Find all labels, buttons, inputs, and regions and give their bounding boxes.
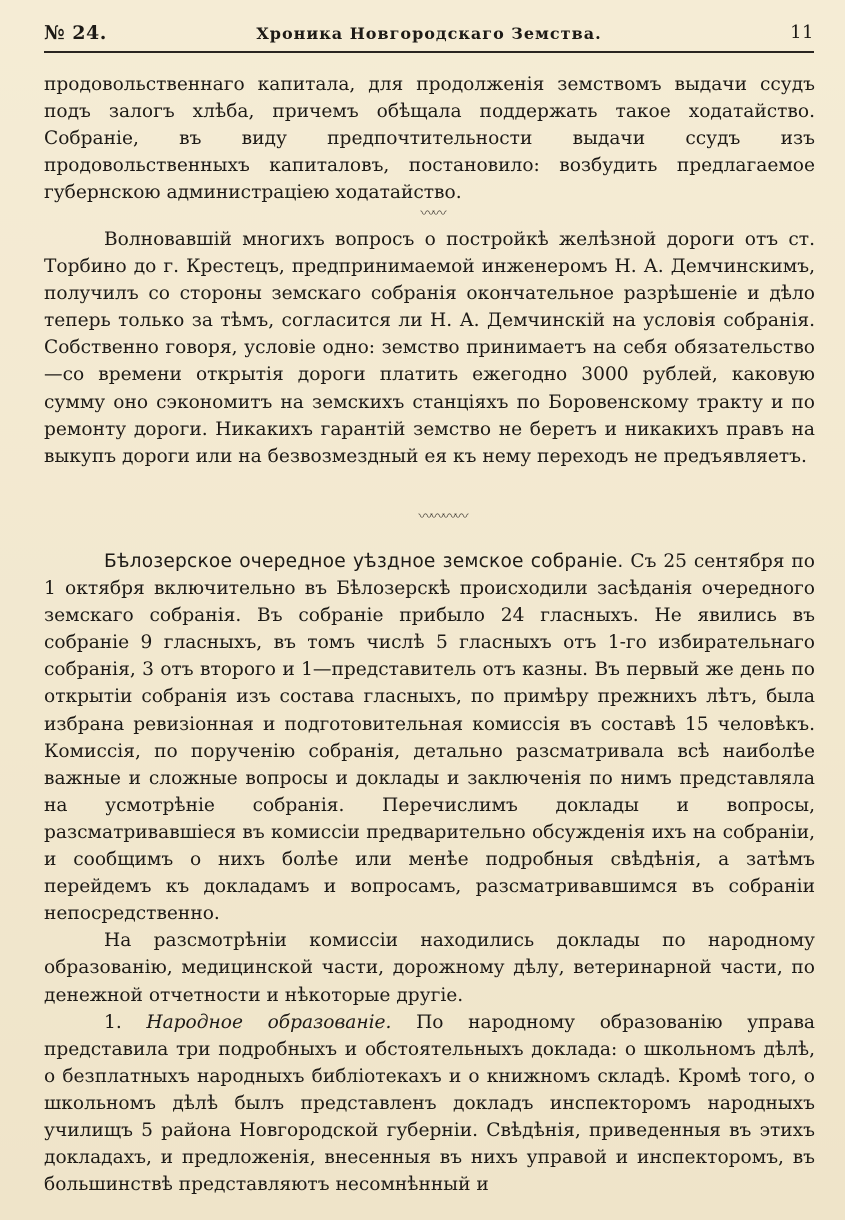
running-title: Хроника Новгородскаго Земства.	[256, 24, 602, 43]
issue-number: № 24.	[44, 22, 107, 44]
section-divider-ornament: 〰〰	[420, 206, 445, 222]
article-belozersk-assembly	[44, 548, 815, 1198]
paragraph-education	[44, 1009, 815, 1199]
page-number: 11	[790, 22, 814, 43]
article-heading: Бѣлозерское очередное уѣздное земское собраніе.	[104, 551, 624, 572]
paragraph-railway	[44, 226, 815, 470]
paragraph-text: Волновавшій многихъ вопросъ о постройкѣ желѣзной дороги отъ ст. Торбино до г. Крестецъ, предпринимаемой инженеромъ Н. А. Демчинскимъ, получилъ со стороны земскаго собранія окончательное разрѣшеніе и дѣло теперь только за тѣмъ, согласится ли Н. А. Демчинскій на условія собранія. Собственно говоря, условіе одно: земство принимаетъ на себя обязательство—со времени открытія дороги платить ежегодно 3000 рублей, каковую сумму оно сэкономитъ на земскихъ станціяхъ по Боровенскому тракту и по ремонту дороги. Никакихъ гарантій земство не беретъ и никакихъ правъ на выкупъ дороги или на безвозмездный ея къ нему переходъ не предъявляетъ.	[44, 229, 815, 467]
paragraph-assembly-intro	[44, 548, 815, 927]
paragraph-commission: На разсмотрѣніи комиссіи находились доклады по народному образованію, медицинской части, дорожному дѣлу, ветеринарной части, по денежной отчетности и нѣкоторые другіе.	[44, 930, 815, 1006]
paragraph-text: Съ 25 сентября по 1 октября включительно въ Бѣлозерскѣ происходили засѣданія очередного земскаго собранія. Въ собраніе прибыло 24 гласныхъ. Не явились въ собраніе 9 гласныхъ, въ томъ числѣ 5 гласныхъ отъ 1-го избирательнаго собранія, 3 отъ второго и 1—представитель отъ казны. Въ первый же день по открытіи собранія изъ состава гласныхъ, по примѣру прежнихъ лѣтъ, была избрана ревизіонная и подготовительная комиссія въ составѣ 15 человѣкъ. Комиссія, по порученію собранія, детально разсматривала всѣ наиболѣе важные и сложные вопросы и доклады и заключенія по нимъ представляла на усмотрѣніе собранія. Перечислимъ доклады и вопросы, разсматривавшіеся въ комиссіи предварительно обсужденія ихъ на собраніи, и сообщимъ о нихъ болѣе или менѣе подробныя свѣдѣнія, а затѣмъ перейдемъ къ докладамъ и вопросамъ, разсматривавшимся въ собраніи непосредственно.	[44, 551, 815, 925]
paragraph-text: По народному образованію управа представила три подробныхъ и обстоятельныхъ доклада: о школьномъ дѣлѣ, о безплатныхъ народныхъ библіотекахъ и о книжномъ складѣ. Кромѣ того, о школьномъ дѣлѣ былъ представленъ докладъ инспекторомъ народныхъ училищъ 5 района Новгородской губерніи. Свѣдѣнія, приведенныя въ этихъ докладахъ, и предложенія, внесенныя въ нихъ управой и инспекторомъ, въ большинствѣ представляютъ несомнѣнный и	[44, 1011, 815, 1196]
section-divider-ornament: 〰〰〰〰	[418, 509, 467, 525]
header-rule	[44, 51, 814, 53]
paragraph-food-capital	[44, 71, 815, 206]
page-header	[44, 18, 814, 50]
paragraph-text: продовольственнаго капитала, для продолженія земствомъ выдачи ссудъ подъ залогъ хлѣба, причемъ обѣщала поддержать такое ходатайство. Собраніе, въ виду предпочтительности выдачи ссудъ изъ продовольственныхъ капиталовъ, постановило: возбудить предлагаемое губернскою администраціею ходатайство.	[44, 74, 815, 204]
section-heading: Народное образованіе.	[146, 1011, 392, 1033]
section-number: 1.	[104, 1011, 122, 1033]
